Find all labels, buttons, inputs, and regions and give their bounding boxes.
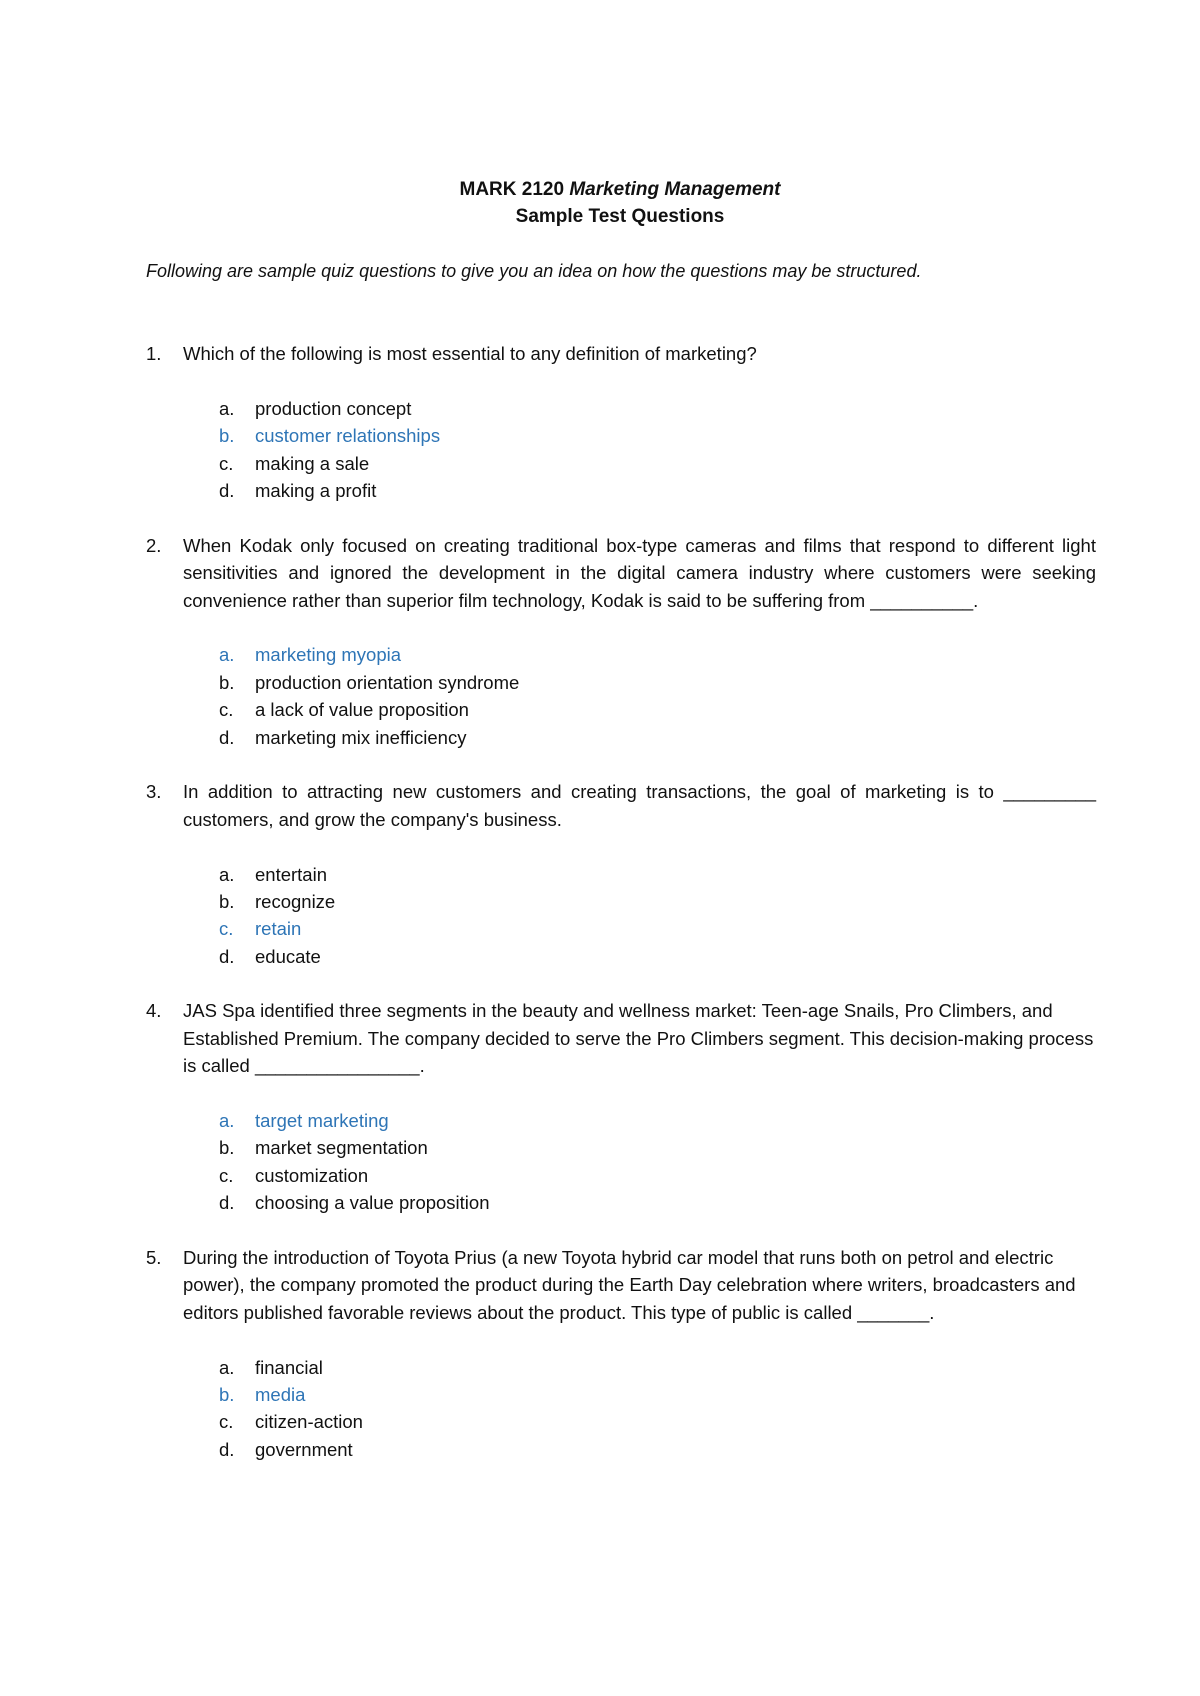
option-letter: c. bbox=[219, 452, 234, 474]
question-list bbox=[146, 340, 1096, 1491]
option-b bbox=[219, 1134, 1096, 1161]
option-d bbox=[219, 1436, 1096, 1463]
question-number: 5. bbox=[146, 1247, 162, 1269]
question-stem bbox=[146, 532, 1096, 614]
option-text: a lack of value proposition bbox=[255, 699, 469, 721]
option-d bbox=[219, 724, 1096, 751]
option-b bbox=[219, 669, 1096, 696]
option-letter: d. bbox=[219, 945, 235, 967]
option-text: target marketing bbox=[255, 1110, 389, 1132]
course-code: MARK 2120 bbox=[459, 179, 565, 200]
option-a bbox=[219, 1354, 1096, 1381]
option-letter: b. bbox=[219, 671, 235, 693]
question-number: 3. bbox=[146, 781, 162, 803]
option-d bbox=[219, 477, 1096, 504]
option-text: marketing mix inefficiency bbox=[255, 726, 467, 748]
course-name: Marketing Management bbox=[569, 179, 781, 200]
question-stem bbox=[146, 1244, 1096, 1326]
option-a-correct bbox=[219, 641, 1096, 668]
option-c bbox=[219, 696, 1096, 723]
option-text: educate bbox=[255, 945, 321, 967]
option-c bbox=[219, 1408, 1096, 1435]
option-letter: a. bbox=[219, 863, 235, 885]
option-text: financial bbox=[255, 1356, 323, 1378]
intro-text: Following are sample quiz questions to give you an idea on how the questions may be structured. bbox=[146, 261, 922, 281]
option-letter: a. bbox=[219, 397, 235, 419]
option-text: media bbox=[255, 1384, 306, 1406]
question-text: Which of the following is most essential to any definition of marketing? bbox=[183, 343, 757, 364]
option-text: production concept bbox=[255, 397, 412, 419]
option-a-correct bbox=[219, 1107, 1096, 1134]
document-header bbox=[0, 176, 1200, 230]
option-text: making a sale bbox=[255, 452, 370, 474]
option-list bbox=[146, 641, 1096, 751]
option-letter: d. bbox=[219, 1192, 235, 1214]
option-letter: c. bbox=[219, 699, 234, 721]
option-list bbox=[146, 1354, 1096, 1464]
option-text: entertain bbox=[255, 863, 327, 885]
question-stem bbox=[146, 997, 1096, 1079]
option-letter: b. bbox=[219, 890, 235, 912]
option-b bbox=[219, 888, 1096, 915]
document-subtitle: Sample Test Questions bbox=[515, 206, 725, 227]
question-number: 2. bbox=[146, 534, 162, 556]
option-text: customer relationships bbox=[255, 425, 441, 447]
option-b-correct bbox=[219, 422, 1096, 449]
question-text: JAS Spa identified three segments in the beauty and wellness market: Teen-age Snails, Pro Climbers, and Established Premium. The company decided to serve the Pro Climbers segment. This decision-making process is called ________________. bbox=[183, 1000, 1094, 1077]
question-text: When Kodak only focused on creating traditional box-type cameras and films that respond to different light sensitivities and ignored the development in the digital camera industry where customers were seeking convenience rather than superior film technology, Kodak is said to be suffering from __________. bbox=[183, 534, 1096, 611]
option-list bbox=[146, 1107, 1096, 1217]
option-letter: c. bbox=[219, 918, 234, 940]
option-text: market segmentation bbox=[255, 1137, 428, 1159]
option-list bbox=[146, 861, 1096, 971]
option-letter: c. bbox=[219, 1164, 234, 1186]
question-stem bbox=[146, 340, 1096, 367]
option-b-correct bbox=[219, 1381, 1096, 1408]
option-text: marketing myopia bbox=[255, 644, 402, 666]
option-a bbox=[219, 395, 1096, 422]
option-d bbox=[219, 943, 1096, 970]
option-letter: b. bbox=[219, 425, 235, 447]
question-2 bbox=[146, 532, 1096, 751]
option-letter: d. bbox=[219, 1438, 235, 1460]
option-c-correct bbox=[219, 915, 1096, 942]
title-line bbox=[0, 176, 1200, 203]
question-3 bbox=[146, 778, 1096, 970]
option-letter: d. bbox=[219, 479, 235, 501]
question-5 bbox=[146, 1244, 1096, 1463]
option-letter: c. bbox=[219, 1411, 234, 1433]
question-number: 4. bbox=[146, 1000, 162, 1022]
option-letter: d. bbox=[219, 726, 235, 748]
option-text: retain bbox=[255, 918, 302, 940]
option-d bbox=[219, 1189, 1096, 1216]
option-c bbox=[219, 1162, 1096, 1189]
option-text: recognize bbox=[255, 890, 336, 912]
option-letter: a. bbox=[219, 1356, 235, 1378]
question-stem bbox=[146, 778, 1096, 833]
question-number: 1. bbox=[146, 343, 162, 364]
option-list bbox=[146, 395, 1096, 505]
option-text: government bbox=[255, 1438, 353, 1460]
option-text: customization bbox=[255, 1164, 369, 1186]
option-letter: a. bbox=[219, 644, 235, 666]
option-text: making a profit bbox=[255, 479, 377, 501]
option-letter: b. bbox=[219, 1137, 235, 1159]
option-a bbox=[219, 861, 1096, 888]
option-text: citizen-action bbox=[255, 1411, 363, 1433]
option-c bbox=[219, 450, 1096, 477]
option-letter: b. bbox=[219, 1384, 235, 1406]
question-1 bbox=[146, 340, 1096, 504]
option-text: production orientation syndrome bbox=[255, 671, 520, 693]
option-letter: a. bbox=[219, 1110, 235, 1132]
question-4 bbox=[146, 997, 1096, 1216]
option-text: choosing a value proposition bbox=[255, 1192, 490, 1214]
question-text: During the introduction of Toyota Prius (a new Toyota hybrid car model that runs both on petrol and electric power), the company promoted the product during the Earth Day celebration where writers, broadcasters and editors published favorable reviews about the product. This type of public is called _______. bbox=[183, 1247, 1076, 1323]
question-text: In addition to attracting new customers and creating transactions, the goal of marketing is to _________ customers, and grow the company's business. bbox=[183, 781, 1096, 830]
